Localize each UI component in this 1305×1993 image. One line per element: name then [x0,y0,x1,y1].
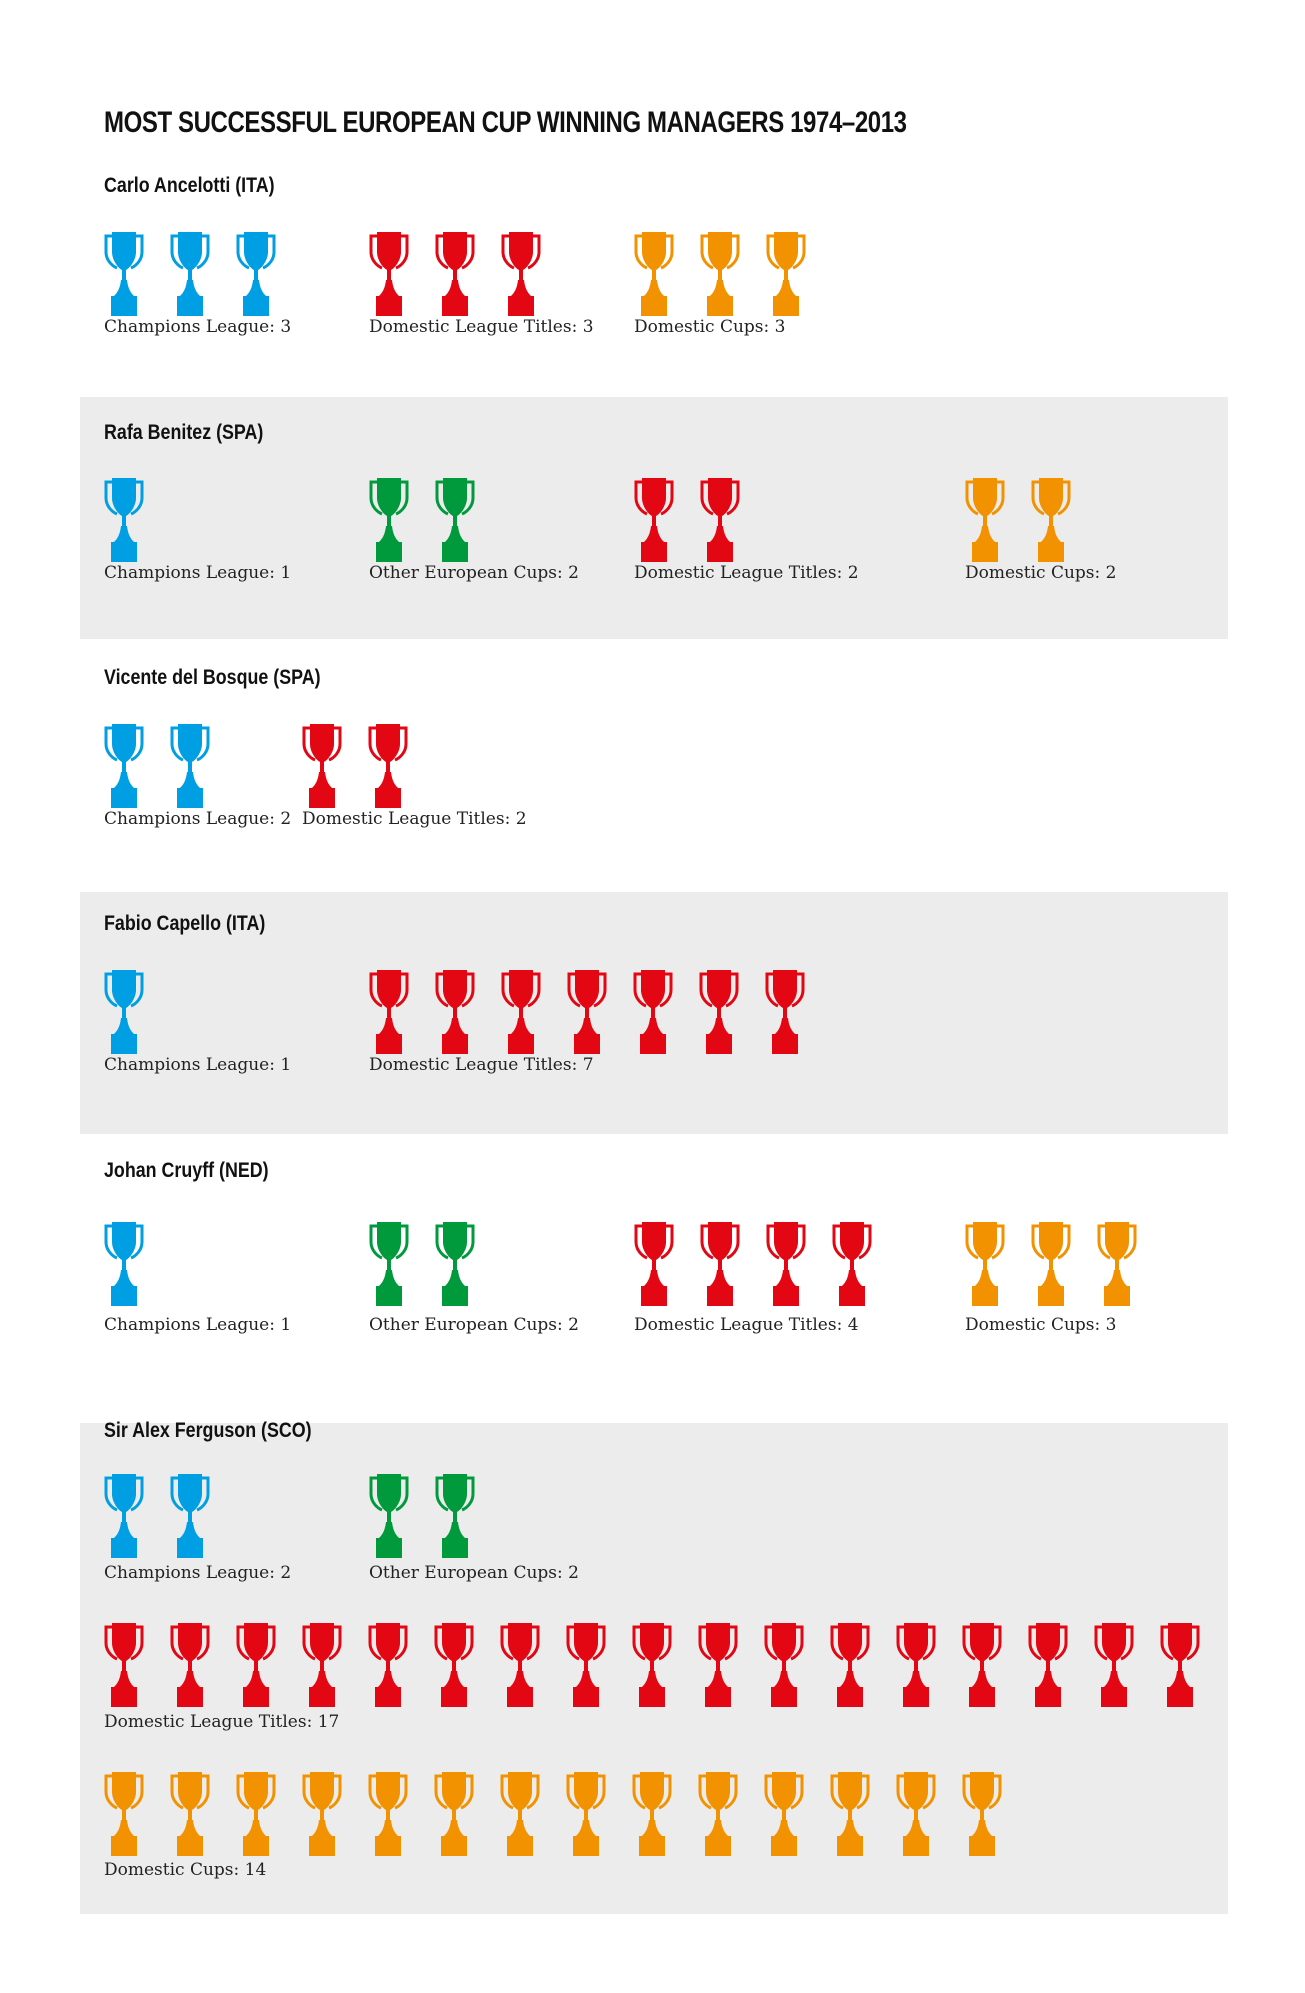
trophy-icon [368,1770,408,1856]
manager-name: Vicente del Bosque (SPA) [104,666,321,689]
trophy-icon [104,722,144,808]
manager-name: Carlo Ancelotti (ITA) [104,174,275,197]
trophy-icon [501,230,541,316]
trophy-icon [896,1770,936,1856]
trophy-group-label: Other European Cups: 2 [369,1563,579,1583]
trophy-icon [698,1621,738,1707]
trophy-icon [764,1621,804,1707]
trophy-icon [369,476,409,562]
trophy-icon [368,722,408,808]
trophy-group-label: Domestic Cups: 3 [965,1315,1117,1335]
trophy-icon [104,968,144,1054]
trophy-group-label: Other European Cups: 2 [369,1315,579,1335]
trophy-icon [170,1621,210,1707]
manager-name: Sir Alex Ferguson (SCO) [104,1419,312,1442]
trophy-icon [965,476,1005,562]
trophy-icon [634,230,674,316]
trophy-icon [764,1770,804,1856]
manager-name: Johan Cruyff (NED) [104,1159,269,1182]
trophy-group-label: Champions League: 2 [104,809,292,829]
trophy-icon [369,968,409,1054]
trophy-icon [965,1220,1005,1306]
trophy-icon [104,1770,144,1856]
trophy-icon [302,722,342,808]
trophy-icon [766,1220,806,1306]
trophy-icon [104,476,144,562]
manager-name: Fabio Capello (ITA) [104,912,266,935]
trophy-icon [832,1220,872,1306]
trophy-icon [369,1472,409,1558]
trophy-icon [566,1621,606,1707]
trophy-icon [170,1770,210,1856]
trophy-icon [434,1621,474,1707]
trophy-group-label: Champions League: 2 [104,1563,292,1583]
trophy-icon [104,1472,144,1558]
trophy-icon [632,1621,672,1707]
trophy-group-label: Domestic League Titles: 4 [634,1315,859,1335]
trophy-group-label: Domestic Cups: 14 [104,1860,267,1880]
trophy-icon [435,968,475,1054]
trophy-group-label: Domestic League Titles: 3 [369,317,594,337]
trophy-icon [766,230,806,316]
trophy-icon [700,1220,740,1306]
trophy-icon [302,1621,342,1707]
trophy-icon [566,1770,606,1856]
trophy-icon [1094,1621,1134,1707]
trophy-icon [170,722,210,808]
trophy-group-label: Domestic League Titles: 2 [634,563,859,583]
trophy-group-label: Domestic League Titles: 7 [369,1055,594,1075]
trophy-icon [1028,1621,1068,1707]
trophy-icon [962,1770,1002,1856]
trophy-icon [435,1472,475,1558]
trophy-icon [170,1472,210,1558]
manager-name: Rafa Benitez (SPA) [104,421,264,444]
trophy-icon [896,1621,936,1707]
trophy-icon [368,1621,408,1707]
trophy-icon [369,1220,409,1306]
trophy-group-label: Domestic Cups: 2 [965,563,1117,583]
trophy-icon [435,476,475,562]
trophy-group-label: Domestic League Titles: 17 [104,1712,340,1732]
trophy-icon [236,1621,276,1707]
trophy-icon [765,968,805,1054]
trophy-icon [634,476,674,562]
trophy-icon [434,1770,474,1856]
trophy-icon [633,968,673,1054]
trophy-icon [699,968,739,1054]
trophy-group-label: Domestic League Titles: 2 [302,809,527,829]
trophy-icon [632,1770,672,1856]
trophy-icon [634,1220,674,1306]
trophy-icon [236,1770,276,1856]
trophy-icon [830,1621,870,1707]
trophy-icon [501,968,541,1054]
trophy-icon [170,230,210,316]
trophy-group-label: Champions League: 3 [104,317,292,337]
trophy-icon [700,476,740,562]
trophy-icon [104,230,144,316]
trophy-icon [500,1621,540,1707]
trophy-icon [500,1770,540,1856]
trophy-icon [1031,1220,1071,1306]
trophy-icon [302,1770,342,1856]
trophy-icon [104,1220,144,1306]
trophy-icon [369,230,409,316]
trophy-group-label: Domestic Cups: 3 [634,317,786,337]
trophy-icon [104,1621,144,1707]
trophy-icon [435,1220,475,1306]
trophy-icon [567,968,607,1054]
trophy-icon [435,230,475,316]
trophy-icon [1031,476,1071,562]
chart-title: MOST SUCCESSFUL EUROPEAN CUP WINNING MANAGERS 1974–2013 [104,106,907,139]
trophy-icon [700,230,740,316]
trophy-group-label: Other European Cups: 2 [369,563,579,583]
trophy-icon [698,1770,738,1856]
trophy-group-label: Champions League: 1 [104,1055,292,1075]
trophy-icon [830,1770,870,1856]
trophy-icon [1160,1621,1200,1707]
trophy-icon [962,1621,1002,1707]
trophy-group-label: Champions League: 1 [104,563,292,583]
trophy-icon [1097,1220,1137,1306]
trophy-group-label: Champions League: 1 [104,1315,292,1335]
trophy-icon [236,230,276,316]
